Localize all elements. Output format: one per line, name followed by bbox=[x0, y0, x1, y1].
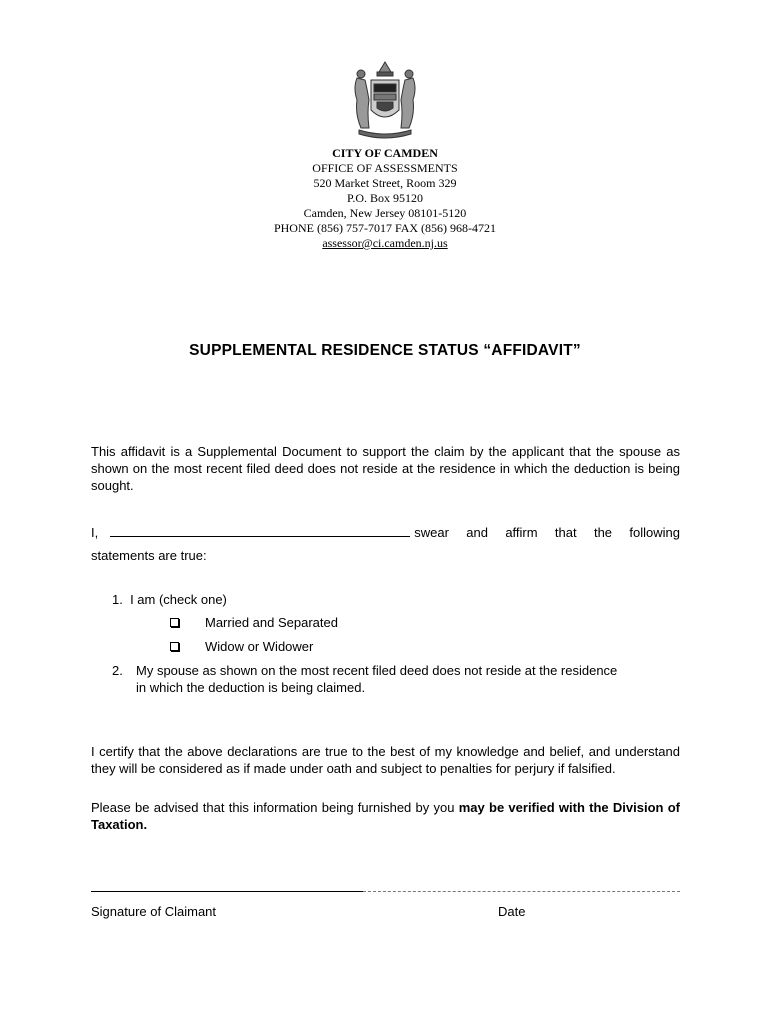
city-name: CITY OF CAMDEN bbox=[332, 146, 438, 160]
city-seal-emblem bbox=[343, 58, 427, 142]
item-2 bbox=[112, 662, 626, 696]
date-label: Date bbox=[498, 904, 526, 919]
item-2-text: My spouse as shown on the most recent filed deed does not reside at the residence in which the deduction is being claimed. bbox=[136, 663, 618, 695]
item-1-label: 1. I am (check one) bbox=[112, 592, 227, 607]
option-label: Widow or Widower bbox=[205, 639, 314, 654]
swear-word: and bbox=[466, 525, 488, 540]
email-link[interactable]: assessor@ci.camden.nj.us bbox=[322, 236, 448, 250]
intro-paragraph: This affidavit is a Supplemental Document to support the claim by the applicant that the spouse as shown on the most recent filed deed does not reside at the residence in which the deduction is being sought. bbox=[91, 444, 680, 493]
swear-word: swear bbox=[414, 525, 449, 540]
statements-intro: statements are true: bbox=[91, 548, 207, 563]
claimant-name-field[interactable] bbox=[110, 522, 410, 537]
certify-paragraph: I certify that the above declarations are true to the best of my knowledge and belief, and understand they will be considered as if made under oath and subject to penalties for perjury if falsified. bbox=[91, 744, 680, 776]
document-title: SUPPLEMENTAL RESIDENCE STATUS “AFFIDAVIT” bbox=[189, 342, 581, 359]
checkbox-icon[interactable] bbox=[170, 642, 179, 651]
option-widow-widower[interactable] bbox=[170, 638, 313, 655]
letterhead bbox=[0, 146, 770, 251]
signature-line[interactable] bbox=[91, 891, 680, 893]
advise-paragraph bbox=[91, 799, 680, 833]
po-box: P.O. Box 95120 bbox=[346, 191, 423, 205]
street-address: 520 Market Street, Room 329 bbox=[313, 176, 457, 190]
swear-word: the bbox=[593, 525, 613, 540]
item-2-number: 2. bbox=[112, 663, 123, 678]
option-married-separated[interactable] bbox=[170, 614, 338, 631]
swear-prefix: I, bbox=[91, 525, 99, 540]
office-name: OFFICE OF ASSESSMENTS bbox=[312, 161, 458, 175]
swear-word: affirm bbox=[505, 525, 538, 540]
swear-word: that bbox=[554, 525, 577, 540]
signature-rule bbox=[91, 891, 363, 892]
option-label: Married and Separated bbox=[205, 615, 338, 630]
swear-words bbox=[414, 524, 680, 541]
advise-bold-text: may be verified with the Division of Taxation. bbox=[91, 800, 680, 832]
phone-fax: PHONE (856) 757-7017 FAX (856) 968-4721 bbox=[273, 221, 497, 235]
swear-line bbox=[91, 522, 680, 541]
advise-text: Please be advised that this information being furnished by you bbox=[91, 800, 459, 815]
swear-word: following bbox=[629, 525, 680, 540]
checkbox-icon[interactable] bbox=[170, 618, 179, 627]
date-rule bbox=[363, 891, 680, 892]
city-state-zip: Camden, New Jersey 08101-5120 bbox=[303, 206, 467, 220]
signature-label: Signature of Claimant bbox=[91, 904, 217, 919]
